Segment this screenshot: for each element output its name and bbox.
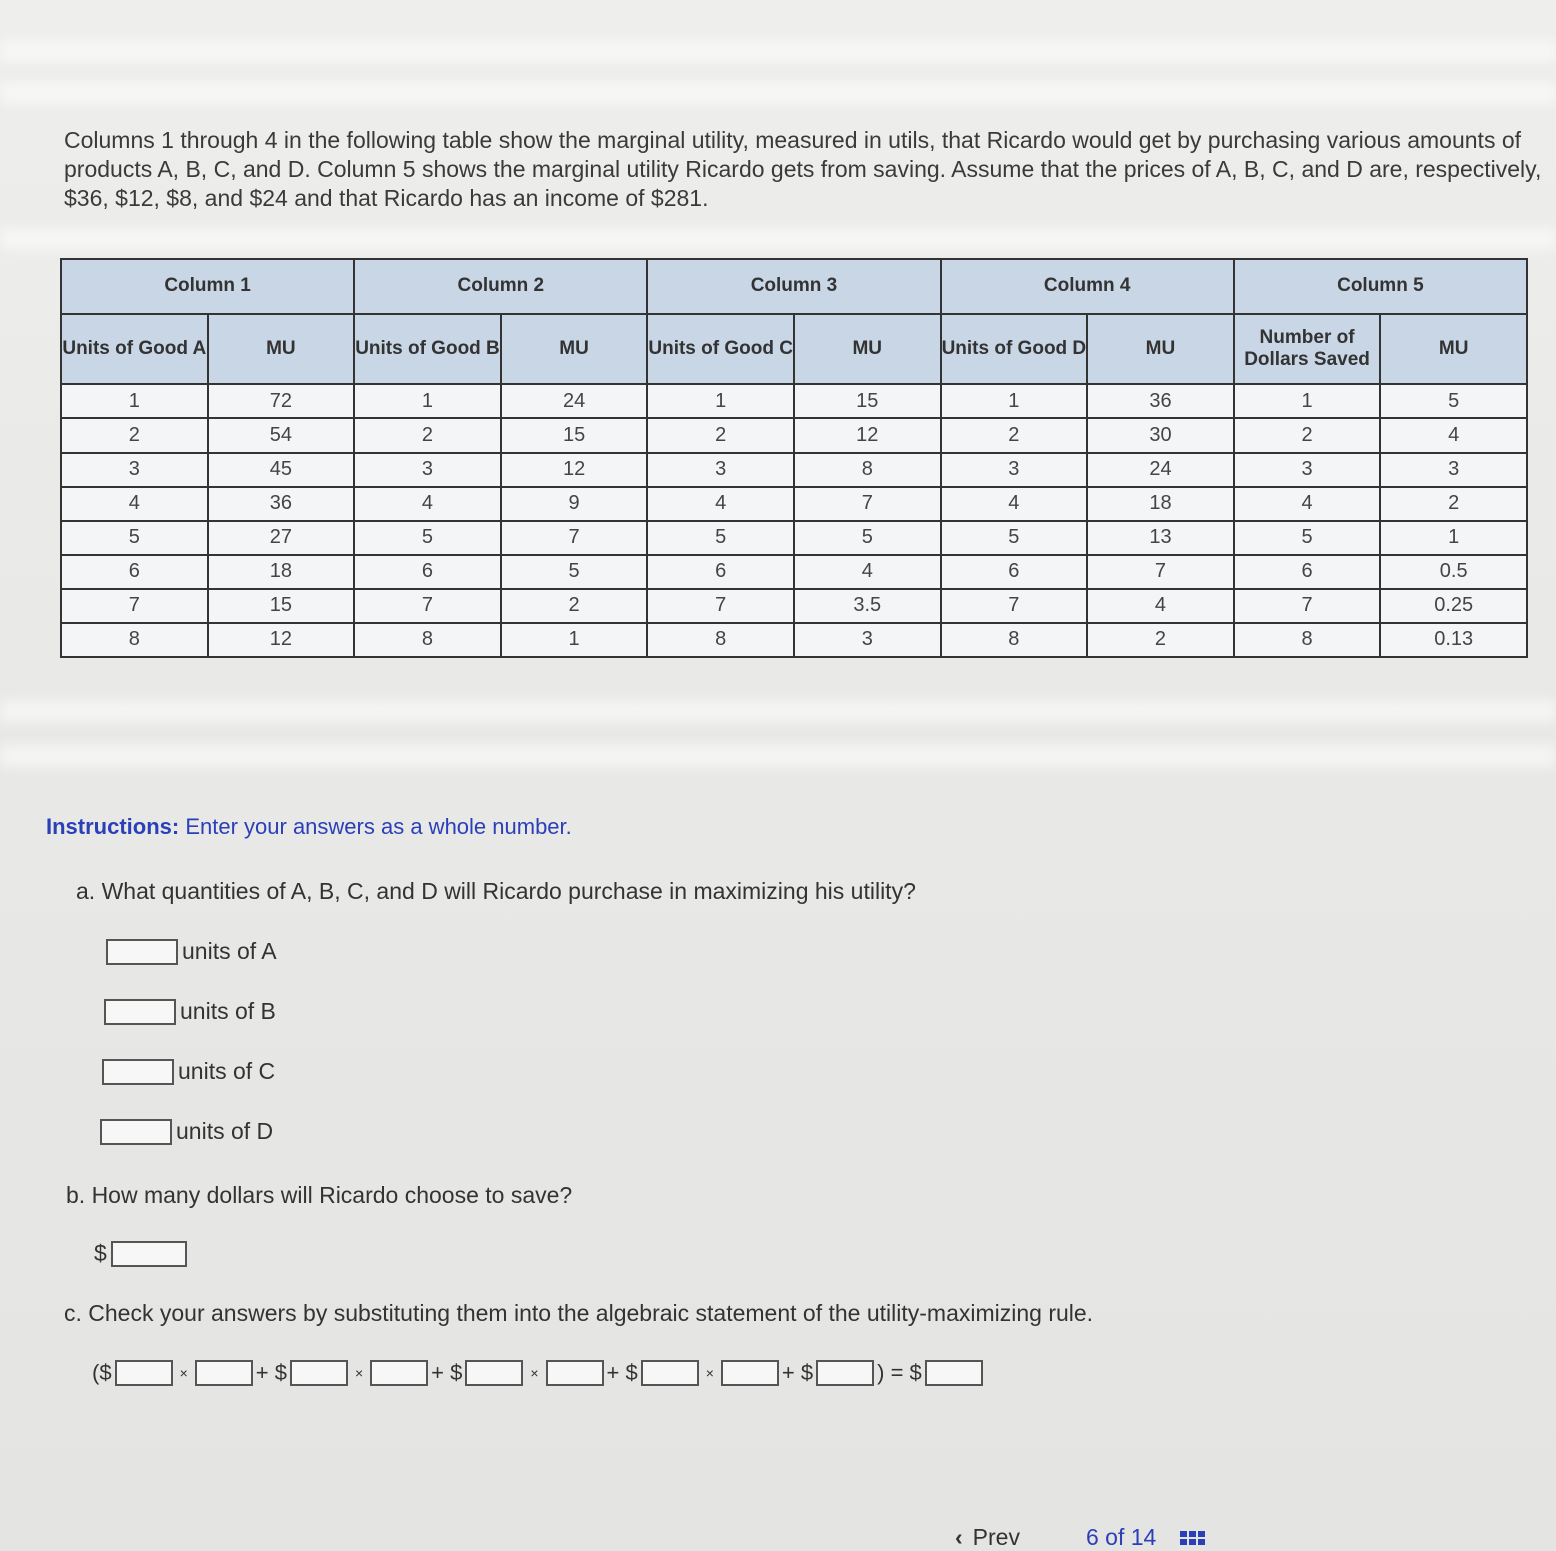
column-header: MU [208,314,355,385]
table-cell: 18 [1087,487,1234,521]
table-cell: 45 [208,453,355,487]
table-cell: 24 [1087,453,1234,487]
question-c: c. Check your answers by substituting them into the algebraic statement of the utility-maximizing rule. [64,1300,1094,1326]
table-cell: 8 [941,623,1088,657]
column-header: MU [1380,314,1527,385]
table-cell: 12 [208,623,355,657]
table-cell: 72 [208,384,355,418]
answer-row-a [106,938,277,965]
table-cell: 1 [354,384,501,418]
table-cell: 4 [1087,589,1234,623]
price-a-input[interactable] [115,1360,173,1386]
instructions [46,814,572,840]
units-d-input[interactable] [100,1119,172,1145]
table-cell: 5 [1380,384,1527,418]
column-header: Units of Good A [61,314,208,385]
savings-input[interactable] [816,1360,874,1386]
table-cell: 5 [941,521,1088,555]
table-cell: 4 [61,487,208,521]
plus-sign: + $ [431,1360,463,1385]
table-cell: 8 [647,623,794,657]
table-cell: 4 [794,555,941,589]
table-cell: 1 [1380,521,1527,555]
table-cell: 2 [647,418,794,452]
chevron-left-icon: ‹ [955,1524,963,1550]
table-cell: 15 [794,384,941,418]
dollars-saved-input[interactable] [111,1241,187,1267]
group-header: Column 5 [1234,259,1527,314]
table-cell: 1 [647,384,794,418]
table-cell: 15 [208,589,355,623]
answer-row-d [100,1118,273,1145]
table-cell: 3 [1234,453,1381,487]
times-sign: × [179,1365,188,1381]
column-header: Units of Good C [647,314,794,385]
units-label: units of B [180,998,276,1024]
table-cell: 5 [794,521,941,555]
table-cell: 15 [501,418,648,452]
instructions-label: Instructions: [46,814,180,839]
units-c-input[interactable] [102,1059,174,1085]
column-header: Units of Good D [941,314,1088,385]
table-row [61,589,1527,623]
table-cell: 5 [647,521,794,555]
table-cell: 8 [61,623,208,657]
answer-row-savings [94,1240,187,1267]
table-row [61,487,1527,521]
table-cell: 3 [647,453,794,487]
column-header: Units of Good B [354,314,501,385]
table-cell: 2 [501,589,648,623]
table-cell: 1 [501,623,648,657]
table-cell: 8 [1234,623,1381,657]
table-cell: 4 [647,487,794,521]
question-a: a. What quantities of A, B, C, and D will Ricardo purchase in maximizing his utility? [76,878,916,904]
column-header: MU [794,314,941,385]
table-cell: 2 [354,418,501,452]
pagination [955,1524,1205,1551]
grid-icon[interactable] [1180,1531,1205,1545]
table-cell: 6 [354,555,501,589]
column-header: MU [501,314,648,385]
table-cell: 4 [1234,487,1381,521]
table-cell: 0.25 [1380,589,1527,623]
price-c-input[interactable] [465,1360,523,1386]
quantity-d-input[interactable] [721,1360,779,1386]
table-cell: 5 [1234,521,1381,555]
table-row [61,453,1527,487]
answer-row-b [104,998,276,1025]
plus-sign: + $ [255,1360,287,1385]
table-cell: 9 [501,487,648,521]
table-cell: 3 [794,623,941,657]
table-cell: 0.5 [1380,555,1527,589]
plus-sign: + $ [781,1360,814,1385]
table-cell: 24 [501,384,648,418]
marginal-utility-table [60,258,1528,658]
times-sign: × [705,1365,714,1381]
table-row [61,521,1527,555]
table-cell: 6 [61,555,208,589]
units-label: units of D [176,1118,274,1144]
table-cell: 5 [354,521,501,555]
group-header: Column 2 [354,259,647,314]
quantity-b-input[interactable] [370,1360,428,1386]
price-b-input[interactable] [290,1360,348,1386]
table-cell: 3 [941,453,1088,487]
table-cell: 7 [354,589,501,623]
table-cell: 1 [941,384,1088,418]
group-header: Column 3 [647,259,940,314]
answer-row-c [102,1058,275,1085]
table-cell: 8 [794,453,941,487]
quantity-c-input[interactable] [546,1360,604,1386]
table-cell: 7 [941,589,1088,623]
table-cell: 12 [501,453,648,487]
table-cell: 5 [501,555,648,589]
table-cell: 30 [1087,418,1234,452]
total-pages: 14 [1130,1524,1157,1550]
table-cell: 4 [354,487,501,521]
plus-sign: + $ [606,1360,638,1385]
price-d-input[interactable] [641,1360,699,1386]
column-header: Number of Dollars Saved [1234,314,1381,385]
question-b: b. How many dollars will Ricardo choose to save? [66,1182,573,1208]
table-cell: 2 [1380,487,1527,521]
table-cell: 12 [794,418,941,452]
table-cell: 36 [1087,384,1234,418]
table-cell: 6 [1234,555,1381,589]
table-cell: 7 [647,589,794,623]
page-indicator[interactable] [1086,1524,1156,1551]
dollar-sign: $ [94,1240,107,1266]
table-cell: 0.13 [1380,623,1527,657]
instructions-text: Enter your answers as a whole number. [179,814,572,839]
table-body [61,384,1527,657]
prev-label: Prev [972,1524,1020,1550]
table-cell: 4 [1380,418,1527,452]
table-row [61,418,1527,452]
income-total-input[interactable] [925,1360,983,1386]
table-cell: 1 [61,384,208,418]
units-label: units of A [182,938,277,964]
table-cell: 7 [1087,555,1234,589]
table-cell: 6 [941,555,1088,589]
table-cell: 3 [354,453,501,487]
of-label: of [1105,1524,1125,1550]
table-row [61,384,1527,418]
column-header: MU [1087,314,1234,385]
quantity-a-input[interactable] [195,1360,253,1386]
times-sign: × [354,1365,364,1381]
table-cell: 13 [1087,521,1234,555]
question-intro: Columns 1 through 4 in the following table show the marginal utility, measured in utils, that Ricardo would get by purchasing various amounts of products A, B, C, and D. Column 5 shows the marginal utility Ricardo gets from saving. Assume that the prices of A, B, C, and D are, respectively, $36, $12, $8, and $24 and that Ricardo has an income of $281. [64,127,1542,211]
table-cell: 2 [61,418,208,452]
times-sign: × [530,1365,539,1381]
utility-rule-equation [92,1360,983,1386]
table-cell: 2 [1087,623,1234,657]
table-cell: 3 [61,453,208,487]
table-cell: 18 [208,555,355,589]
units-a-input[interactable] [106,939,178,965]
table-cell: 4 [941,487,1088,521]
table-cell: 2 [941,418,1088,452]
table-cell: 8 [354,623,501,657]
current-page: 6 [1085,1524,1099,1550]
table-cell: 1 [1234,384,1381,418]
group-header: Column 4 [941,259,1234,314]
units-label: units of C [178,1058,276,1084]
table-cell: 7 [61,589,208,623]
table-cell: 6 [647,555,794,589]
units-b-input[interactable] [104,999,176,1025]
table-cell: 5 [61,521,208,555]
table-cell: 7 [1234,589,1381,623]
table-cell: 54 [208,418,355,452]
table-cell: 7 [794,487,941,521]
open-paren: ($ [92,1360,112,1385]
table-cell: 3.5 [794,589,941,623]
group-header: Column 1 [61,259,354,314]
table-cell: 3 [1380,453,1527,487]
table-cell: 36 [208,487,355,521]
close-paren-equals: ) = $ [877,1360,922,1385]
table-cell: 27 [208,521,355,555]
prev-button[interactable] [955,1524,1020,1551]
table-cell: 2 [1234,418,1381,452]
table-row [61,555,1527,589]
table-cell: 7 [501,521,648,555]
table-row [61,623,1527,657]
